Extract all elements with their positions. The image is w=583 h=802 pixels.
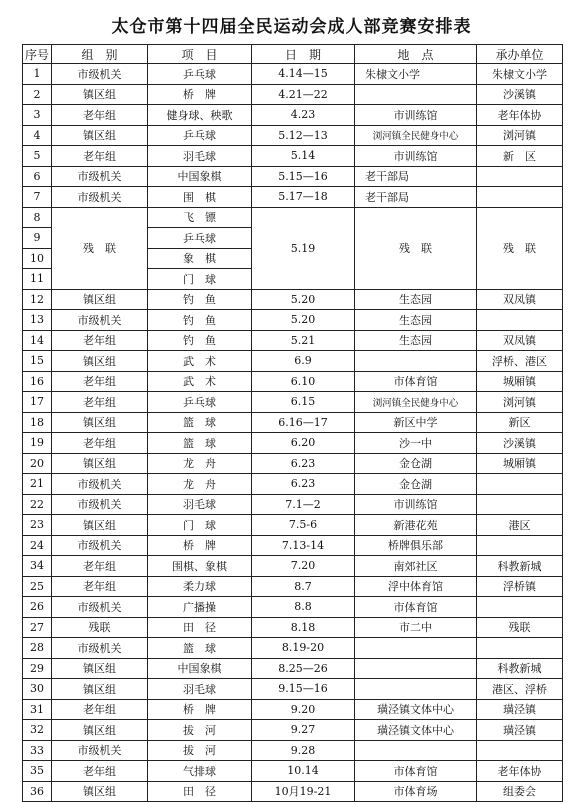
page-title: 太仓市第十四届全民运动会成人部竞赛安排表 — [111, 17, 472, 37]
cell-date: 5.12—13 — [252, 125, 355, 146]
cell-group: 市级机关 — [52, 187, 148, 208]
cell-item: 广播操 — [148, 597, 252, 618]
cell-organizer: 新区 — [477, 412, 563, 433]
cell-group: 老年组 — [52, 433, 148, 454]
cell-date: 10.14 — [252, 761, 355, 782]
cell-organizer: 双凤镇 — [477, 289, 563, 310]
cell-number: 28 — [23, 638, 52, 659]
header-organizer: 承办单位 — [477, 45, 563, 64]
cell-location: 璜泾镇文体中心 — [355, 699, 477, 720]
cell-location — [355, 351, 477, 372]
cell-date: 7.1—2 — [252, 494, 355, 515]
cell-location: 市体育馆 — [355, 761, 477, 782]
table-body — [23, 64, 563, 802]
cell-number: 36 — [23, 781, 52, 802]
table-row — [23, 576, 563, 597]
cell-item: 羽毛球 — [148, 146, 252, 167]
cell-group: 老年组 — [52, 105, 148, 126]
table-row — [23, 453, 563, 474]
table-row — [23, 105, 563, 126]
cell-group: 老年组 — [52, 699, 148, 720]
cell-organizer — [477, 638, 563, 659]
cell-location: 桥牌俱乐部 — [355, 535, 477, 556]
cell-location: 生态园 — [355, 330, 477, 351]
cell-organizer — [477, 494, 563, 515]
cell-date: 7.13-14 — [252, 535, 355, 556]
cell-location: 市体育场 — [355, 781, 477, 802]
cell-group: 残 联 — [52, 207, 148, 289]
table-row — [23, 597, 563, 618]
cell-organizer — [477, 474, 563, 495]
cell-item: 钓 鱼 — [148, 289, 252, 310]
cell-group: 镇区组 — [52, 125, 148, 146]
cell-date: 5.21 — [252, 330, 355, 351]
cell-item: 拔 河 — [148, 720, 252, 741]
cell-organizer: 港区、浮桥 — [477, 679, 563, 700]
cell-number: 6 — [23, 166, 52, 187]
cell-item: 围棋、象棋 — [148, 556, 252, 577]
cell-number: 7 — [23, 187, 52, 208]
cell-date: 5.15—16 — [252, 166, 355, 187]
cell-number: 2 — [23, 84, 52, 105]
cell-number: 31 — [23, 699, 52, 720]
table-row — [23, 720, 563, 741]
cell-number: 33 — [23, 740, 52, 761]
cell-organizer: 双凤镇 — [477, 330, 563, 351]
cell-organizer — [477, 310, 563, 331]
cell-item: 钓 鱼 — [148, 310, 252, 331]
table-row — [23, 412, 563, 433]
cell-group: 老年组 — [52, 371, 148, 392]
table-row — [23, 474, 563, 495]
cell-number: 1 — [23, 64, 52, 85]
cell-number: 3 — [23, 105, 52, 126]
cell-number: 8 — [23, 207, 52, 228]
cell-location: 老干部局 — [355, 166, 477, 187]
table-header-row — [23, 45, 563, 64]
cell-date: 10月19-21 — [252, 781, 355, 802]
cell-number: 17 — [23, 392, 52, 413]
table-row — [23, 535, 563, 556]
cell-date: 5.17—18 — [252, 187, 355, 208]
table-row — [23, 740, 563, 761]
cell-group: 市级机关 — [52, 597, 148, 618]
cell-location: 新港花苑 — [355, 515, 477, 536]
schedule-table — [22, 44, 563, 802]
cell-item: 拔 河 — [148, 740, 252, 761]
cell-group: 老年组 — [52, 330, 148, 351]
cell-date: 4.23 — [252, 105, 355, 126]
cell-organizer: 浮桥镇 — [477, 576, 563, 597]
cell-item: 飞 镖 — [148, 207, 252, 228]
cell-location: 残 联 — [355, 207, 477, 289]
table-row — [23, 351, 563, 372]
cell-location: 市训练馆 — [355, 105, 477, 126]
table-row — [23, 330, 563, 351]
cell-number: 13 — [23, 310, 52, 331]
cell-organizer: 城厢镇 — [477, 371, 563, 392]
cell-location — [355, 679, 477, 700]
cell-number: 5 — [23, 146, 52, 167]
cell-number: 16 — [23, 371, 52, 392]
table-row — [23, 433, 563, 454]
table-row — [23, 494, 563, 515]
cell-date: 8.8 — [252, 597, 355, 618]
cell-date: 9.27 — [252, 720, 355, 741]
cell-location — [355, 740, 477, 761]
cell-date: 9.15—16 — [252, 679, 355, 700]
cell-item: 乒乓球 — [148, 228, 252, 249]
table-row — [23, 125, 563, 146]
cell-number: 12 — [23, 289, 52, 310]
cell-item: 龙 舟 — [148, 474, 252, 495]
table-row — [23, 761, 563, 782]
cell-item: 篮 球 — [148, 412, 252, 433]
cell-group: 镇区组 — [52, 515, 148, 536]
cell-item: 健身球、秧歌 — [148, 105, 252, 126]
cell-group: 镇区组 — [52, 289, 148, 310]
cell-number: 24 — [23, 535, 52, 556]
cell-group: 老年组 — [52, 146, 148, 167]
cell-number: 27 — [23, 617, 52, 638]
cell-number: 21 — [23, 474, 52, 495]
cell-number: 14 — [23, 330, 52, 351]
cell-group: 市级机关 — [52, 740, 148, 761]
cell-date: 6.15 — [252, 392, 355, 413]
cell-date: 6.23 — [252, 474, 355, 495]
header-location: 地 点 — [355, 45, 477, 64]
cell-item: 钓 鱼 — [148, 330, 252, 351]
table-row — [23, 658, 563, 679]
cell-organizer: 残 联 — [477, 207, 563, 289]
cell-date: 9.28 — [252, 740, 355, 761]
cell-organizer — [477, 187, 563, 208]
table-row — [23, 556, 563, 577]
cell-date: 6.10 — [252, 371, 355, 392]
cell-organizer: 港区 — [477, 515, 563, 536]
cell-organizer: 浏河镇 — [477, 125, 563, 146]
cell-item: 乒乓球 — [148, 392, 252, 413]
cell-organizer: 科教新城 — [477, 658, 563, 679]
table-row — [23, 146, 563, 167]
cell-location: 南郊社区 — [355, 556, 477, 577]
header-group: 组 别 — [52, 45, 148, 64]
cell-group: 镇区组 — [52, 351, 148, 372]
cell-location: 璜泾镇文体中心 — [355, 720, 477, 741]
cell-number: 25 — [23, 576, 52, 597]
cell-group: 镇区组 — [52, 412, 148, 433]
cell-group: 市级机关 — [52, 474, 148, 495]
cell-number: 30 — [23, 679, 52, 700]
cell-date: 4.21—22 — [252, 84, 355, 105]
cell-item: 门 球 — [148, 515, 252, 536]
cell-number: 32 — [23, 720, 52, 741]
cell-number: 29 — [23, 658, 52, 679]
cell-date: 7.20 — [252, 556, 355, 577]
cell-organizer: 科教新城 — [477, 556, 563, 577]
cell-organizer: 沙溪镇 — [477, 84, 563, 105]
cell-date: 8.7 — [252, 576, 355, 597]
cell-date: 5.20 — [252, 310, 355, 331]
cell-item: 乒乓球 — [148, 125, 252, 146]
cell-group: 市级机关 — [52, 638, 148, 659]
cell-organizer: 老年体协 — [477, 761, 563, 782]
cell-group: 残联 — [52, 617, 148, 638]
table-row — [23, 617, 563, 638]
cell-organizer: 残联 — [477, 617, 563, 638]
cell-number: 15 — [23, 351, 52, 372]
cell-location — [355, 84, 477, 105]
cell-date: 5.14 — [252, 146, 355, 167]
cell-group: 市级机关 — [52, 310, 148, 331]
cell-location: 沙一中 — [355, 433, 477, 454]
cell-location: 新区中学 — [355, 412, 477, 433]
table-row — [23, 166, 563, 187]
cell-group: 老年组 — [52, 556, 148, 577]
table-row — [23, 638, 563, 659]
cell-date: 6.16—17 — [252, 412, 355, 433]
cell-item: 田 径 — [148, 781, 252, 802]
cell-item: 龙 舟 — [148, 453, 252, 474]
table-row — [23, 187, 563, 208]
cell-item: 围 棋 — [148, 187, 252, 208]
cell-item: 篮 球 — [148, 638, 252, 659]
cell-location: 生态园 — [355, 310, 477, 331]
cell-organizer — [477, 535, 563, 556]
cell-group: 市级机关 — [52, 535, 148, 556]
cell-organizer — [477, 166, 563, 187]
header-date: 日 期 — [252, 45, 355, 64]
cell-group: 镇区组 — [52, 658, 148, 679]
cell-number: 9 — [23, 228, 52, 249]
cell-item: 田 径 — [148, 617, 252, 638]
cell-item: 中国象棋 — [148, 658, 252, 679]
cell-organizer: 沙溪镇 — [477, 433, 563, 454]
cell-group: 老年组 — [52, 761, 148, 782]
cell-organizer: 城厢镇 — [477, 453, 563, 474]
cell-organizer: 老年体协 — [477, 105, 563, 126]
table-row — [23, 310, 563, 331]
cell-date: 7.5-6 — [252, 515, 355, 536]
cell-location: 市训练馆 — [355, 494, 477, 515]
cell-location — [355, 638, 477, 659]
cell-item: 篮 球 — [148, 433, 252, 454]
table-row — [23, 392, 563, 413]
cell-date: 8.25—26 — [252, 658, 355, 679]
header-number: 序号 — [23, 45, 52, 64]
cell-number: 26 — [23, 597, 52, 618]
cell-group: 老年组 — [52, 576, 148, 597]
table-row — [23, 679, 563, 700]
header-item: 项 目 — [148, 45, 252, 64]
table-row — [23, 371, 563, 392]
cell-location: 市二中 — [355, 617, 477, 638]
table-row — [23, 289, 563, 310]
cell-location: 金仓湖 — [355, 453, 477, 474]
cell-number: 11 — [23, 269, 52, 290]
cell-location: 生态园 — [355, 289, 477, 310]
cell-date: 8.19-20 — [252, 638, 355, 659]
cell-item: 桥 牌 — [148, 699, 252, 720]
cell-date: 6.20 — [252, 433, 355, 454]
cell-date: 5.19 — [252, 207, 355, 289]
table-row — [23, 84, 563, 105]
cell-group: 镇区组 — [52, 84, 148, 105]
cell-item: 中国象棋 — [148, 166, 252, 187]
cell-number: 18 — [23, 412, 52, 433]
cell-item: 武 术 — [148, 351, 252, 372]
cell-date: 9.20 — [252, 699, 355, 720]
cell-item: 桥 牌 — [148, 535, 252, 556]
cell-date: 4.14—15 — [252, 64, 355, 85]
cell-organizer — [477, 597, 563, 618]
cell-item: 乒乓球 — [148, 64, 252, 85]
cell-date: 8.18 — [252, 617, 355, 638]
cell-organizer: 组委会 — [477, 781, 563, 802]
cell-location: 金仓湖 — [355, 474, 477, 495]
table-row — [23, 64, 563, 85]
cell-organizer — [477, 740, 563, 761]
cell-location: 浮中体育馆 — [355, 576, 477, 597]
cell-location: 老干部局 — [355, 187, 477, 208]
cell-organizer: 朱棣文小学 — [477, 64, 563, 85]
cell-date: 5.20 — [252, 289, 355, 310]
cell-item: 羽毛球 — [148, 679, 252, 700]
cell-location: 市训练馆 — [355, 146, 477, 167]
cell-location: 市体育馆 — [355, 597, 477, 618]
cell-location: 浏河镇全民健身中心 — [355, 392, 477, 413]
cell-group: 镇区组 — [52, 679, 148, 700]
cell-number: 4 — [23, 125, 52, 146]
cell-group: 市级机关 — [52, 64, 148, 85]
cell-group: 老年组 — [52, 392, 148, 413]
cell-item: 武 术 — [148, 371, 252, 392]
cell-organizer: 浮桥、港区 — [477, 351, 563, 372]
table-row — [23, 515, 563, 536]
cell-number: 19 — [23, 433, 52, 454]
table-row — [23, 207, 563, 228]
table-row — [23, 699, 563, 720]
cell-location: 浏河镇全民健身中心 — [355, 125, 477, 146]
cell-number: 10 — [23, 248, 52, 269]
cell-organizer: 璜泾镇 — [477, 720, 563, 741]
cell-date: 6.9 — [252, 351, 355, 372]
table-row — [23, 781, 563, 802]
cell-item: 气排球 — [148, 761, 252, 782]
cell-group: 镇区组 — [52, 453, 148, 474]
cell-location — [355, 658, 477, 679]
cell-item: 羽毛球 — [148, 494, 252, 515]
cell-organizer: 浏河镇 — [477, 392, 563, 413]
cell-group: 镇区组 — [52, 720, 148, 741]
cell-location: 朱棣文小学 — [355, 64, 477, 85]
cell-date: 6.23 — [252, 453, 355, 474]
cell-number: 22 — [23, 494, 52, 515]
cell-organizer: 新 区 — [477, 146, 563, 167]
cell-item: 门 球 — [148, 269, 252, 290]
cell-group: 市级机关 — [52, 494, 148, 515]
cell-number: 23 — [23, 515, 52, 536]
cell-organizer: 璜泾镇 — [477, 699, 563, 720]
cell-location: 市体育馆 — [355, 371, 477, 392]
cell-item: 柔力球 — [148, 576, 252, 597]
cell-number: 34 — [23, 556, 52, 577]
cell-group: 市级机关 — [52, 166, 148, 187]
cell-item: 桥 牌 — [148, 84, 252, 105]
cell-number: 20 — [23, 453, 52, 474]
cell-number: 35 — [23, 761, 52, 782]
cell-group: 镇区组 — [52, 781, 148, 802]
cell-item: 象 棋 — [148, 248, 252, 269]
